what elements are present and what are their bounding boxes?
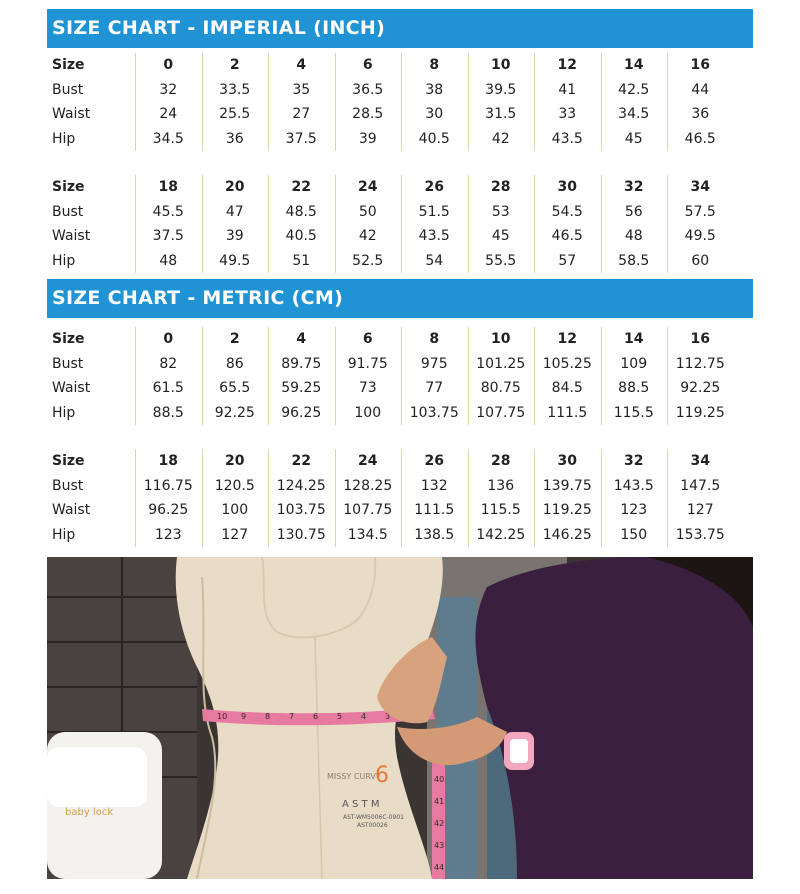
table-cell: 43.5 [418,228,450,244]
table-cell: 8 [429,57,440,73]
table-cell: 56 [624,203,643,220]
table-row [47,401,753,426]
table-cell: 54.5 [551,203,583,220]
tape-number-vertical: 44 [434,863,445,872]
table-cell: 88.5 [618,380,650,396]
table-cell: 42 [358,228,377,244]
table-cell: 20 [225,453,245,469]
table-cell: 24 [358,179,378,195]
table-cell: 103.75 [276,502,326,518]
table-cell: 32 [624,453,644,469]
table-cell: 43.5 [551,130,583,147]
table-cell: 96.25 [281,404,322,421]
table-cell: 36 [691,106,710,122]
table-cell: 119.25 [675,404,725,421]
table-cell: 10 [491,331,511,347]
table-cell: 0 [163,57,174,73]
table-cell: 58.5 [618,252,650,269]
table-cell: 40.5 [418,130,450,147]
table-cell: 39 [225,228,244,244]
table-cell: 91.75 [347,355,388,372]
column-divider [534,175,535,273]
table-cell: 120.5 [214,477,255,494]
table-cell: 2 [229,57,240,73]
tape-number: 9 [241,712,247,721]
machine-brand: baby lock [65,807,114,818]
table-cell: 65.5 [219,380,251,396]
column-divider [401,175,402,273]
row-label: Bust [52,81,84,98]
table-cell: 88.5 [152,404,184,421]
table-row [47,498,753,523]
column-divider [534,449,535,547]
row-label: Waist [52,228,91,244]
table-cell: 4 [296,57,307,73]
table-cell: 92.25 [214,404,255,421]
table-row [47,249,753,274]
form-brand: A S T M [342,799,380,810]
table-cell: 49.5 [219,252,251,269]
row-label: Hip [52,404,76,421]
table-cell: 18 [158,453,178,469]
column-divider [468,175,469,273]
column-divider [202,327,203,425]
table-row [47,200,753,225]
table-cell: 73 [358,380,377,396]
table-cell: 36 [225,130,244,147]
table-cell: 16 [690,331,710,347]
table-cell: 77 [425,380,444,396]
column-divider [667,175,668,273]
column-divider [135,175,136,273]
table-cell: 41 [558,81,577,98]
tape-number-vertical: 42 [434,819,445,828]
imperial-banner [47,9,753,48]
table-cell: 47 [225,203,244,220]
table-cell: 127 [686,502,714,518]
form-size: 6 [375,763,389,788]
table-cell: 36.5 [352,81,384,98]
table-cell: 80.75 [480,380,521,396]
table-cell: 84.5 [551,380,583,396]
table-cell: 134.5 [347,526,388,543]
table-cell: 115.5 [480,502,521,518]
column-divider [135,449,136,547]
table-cell: 30 [557,179,577,195]
table-cell: 975 [420,355,448,372]
column-divider [401,53,402,151]
table-cell: 45 [491,228,510,244]
column-divider [202,53,203,151]
table-cell: 143.5 [613,477,654,494]
column-divider [135,327,136,425]
table-cell: 123 [154,526,182,543]
table-cell: 42 [491,130,510,147]
table-cell: 40.5 [285,228,317,244]
table-row [47,474,753,499]
table-cell: 55.5 [485,252,517,269]
table-cell: 105.25 [542,355,592,372]
row-label: Size [52,331,85,347]
row-label: Waist [52,106,91,122]
imperial-title: SIZE CHART - IMPERIAL (INCH) [52,17,386,39]
tape-number-vertical: 41 [434,797,445,806]
table-cell: 59.25 [281,380,322,396]
column-divider [667,449,668,547]
table-cell: 153.75 [675,526,725,543]
table-cell: 61.5 [152,380,184,396]
table-cell: 60 [691,252,710,269]
column-divider [135,53,136,151]
column-divider [601,449,602,547]
table-cell: 34.5 [152,130,184,147]
table-cell: 37.5 [152,228,184,244]
table-cell: 12 [557,57,577,73]
table-cell: 14 [624,57,644,73]
table-cell: 45.5 [152,203,184,220]
table-row [47,53,753,78]
table-cell: 48 [624,228,643,244]
row-label: Bust [52,203,84,220]
tape-number: 7 [289,712,295,721]
table-cell: 16 [690,57,710,73]
tape-number: 6 [313,712,319,721]
table-cell: 12 [557,331,577,347]
table-cell: 8 [429,331,440,347]
column-divider [401,327,402,425]
table-cell: 116.75 [143,477,193,494]
row-label: Hip [52,252,76,269]
table-cell: 25.5 [219,106,251,122]
tape-number: 10 [217,712,228,721]
tape-number: 5 [337,712,343,721]
table-cell: 54 [425,252,444,269]
table-cell: 136 [487,477,515,494]
metric-banner [47,279,753,318]
table-cell: 24 [358,453,378,469]
table-cell: 28.5 [352,106,384,122]
column-divider [468,327,469,425]
table-cell: 115.5 [613,404,654,421]
table-cell: 86 [225,355,244,372]
table-cell: 101.25 [476,355,526,372]
table-cell: 103.75 [409,404,459,421]
table-cell: 33.5 [219,81,251,98]
table-cell: 48 [159,252,178,269]
column-divider [335,175,336,273]
table-cell: 49.5 [684,228,716,244]
table-cell: 82 [159,355,178,372]
table-cell: 38 [425,81,444,98]
table-cell: 31.5 [485,106,517,122]
metric-title: SIZE CHART - METRIC (CM) [52,287,344,309]
table-row [47,327,753,352]
table-cell: 92.25 [680,380,721,396]
table-cell: 96.25 [148,502,189,518]
table-cell: 150 [620,526,648,543]
tape-number: 8 [265,712,271,721]
table-cell: 111.5 [414,502,455,518]
table-cell: 57 [558,252,577,269]
table-cell: 34 [690,179,710,195]
table-cell: 111.5 [547,404,588,421]
table-cell: 139.75 [542,477,592,494]
table-cell: 119.25 [542,502,592,518]
table-cell: 34 [690,453,710,469]
column-divider [534,53,535,151]
table-cell: 6 [362,331,373,347]
table-cell: 100 [221,502,249,518]
table-cell: 112.75 [675,355,725,372]
column-divider [202,175,203,273]
table-row [47,523,753,548]
table-cell: 53 [491,203,510,220]
row-label: Hip [52,526,76,543]
table-cell: 127 [221,526,249,543]
table-cell: 27 [292,106,311,122]
form-label: MISSY CURVY [327,772,381,781]
table-row [47,127,753,152]
table-cell: 50 [358,203,377,220]
table-cell: 107.75 [476,404,526,421]
column-divider [667,53,668,151]
table-cell: 2 [229,331,240,347]
table-cell: 24 [159,106,178,122]
table-cell: 100 [354,404,382,421]
table-cell: 30 [425,106,444,122]
column-divider [534,327,535,425]
table-cell: 46.5 [684,130,716,147]
metric-table-1 [47,327,753,425]
table-cell: 132 [420,477,448,494]
table-cell: 32 [159,81,178,98]
column-divider [601,175,602,273]
table-cell: 22 [291,453,311,469]
table-cell: 22 [291,179,311,195]
table-row [47,78,753,103]
table-cell: 138.5 [414,526,455,543]
table-cell: 33 [558,106,577,122]
tape-number: 3 [385,712,391,721]
table-row [47,175,753,200]
table-cell: 109 [620,355,648,372]
table-cell: 51.5 [418,203,450,220]
column-divider [268,449,269,547]
imperial-table-2 [47,175,753,273]
column-divider [401,449,402,547]
table-cell: 26 [424,453,444,469]
table-cell: 10 [491,57,511,73]
column-divider [335,449,336,547]
row-label: Size [52,179,85,195]
table-cell: 30 [557,453,577,469]
table-cell: 107.75 [343,502,393,518]
column-divider [601,53,602,151]
column-divider [601,327,602,425]
table-cell: 57.5 [684,203,716,220]
table-cell: 146.25 [542,526,592,543]
column-divider [268,327,269,425]
column-divider [335,53,336,151]
table-cell: 26 [424,179,444,195]
column-divider [468,449,469,547]
row-label: Size [52,57,85,73]
column-divider [202,449,203,547]
row-label: Bust [52,477,84,494]
table-cell: 0 [163,331,174,347]
column-divider [468,53,469,151]
imperial-table-1 [47,53,753,151]
table-cell: 39.5 [485,81,517,98]
table-cell: 28 [491,453,511,469]
table-cell: 128.25 [343,477,393,494]
table-cell: 51 [292,252,311,269]
tape-number-vertical: 40 [434,775,445,784]
table-cell: 6 [362,57,373,73]
row-label: Hip [52,130,76,147]
table-cell: 130.75 [276,526,326,543]
table-cell: 32 [624,179,644,195]
table-row [47,352,753,377]
column-divider [667,327,668,425]
table-cell: 52.5 [352,252,384,269]
person-sleeve [475,557,753,879]
table-cell: 124.25 [276,477,326,494]
table-cell: 18 [158,179,178,195]
row-label: Bust [52,355,84,372]
column-divider [268,175,269,273]
metric-table-2 [47,449,753,547]
table-cell: 39 [358,130,377,147]
table-cell: 147.5 [680,477,721,494]
row-label: Waist [52,380,91,396]
table-cell: 142.25 [476,526,526,543]
table-cell: 4 [296,331,307,347]
table-cell: 42.5 [618,81,650,98]
form-code-2: AST00026 [357,822,388,829]
table-cell: 46.5 [551,228,583,244]
table-cell: 20 [225,179,245,195]
row-label: Size [52,453,85,469]
table-cell: 35 [292,81,311,98]
table-row [47,224,753,249]
table-cell: 44 [691,81,710,98]
table-row [47,102,753,127]
dress-form-photo [47,557,753,879]
form-code-1: AST-WM5006C-0901 [343,814,404,821]
table-cell: 28 [491,179,511,195]
column-divider [335,327,336,425]
table-cell: 48.5 [285,203,317,220]
table-cell: 34.5 [618,106,650,122]
column-divider [268,53,269,151]
table-cell: 14 [624,331,644,347]
row-label: Waist [52,502,91,518]
table-row [47,449,753,474]
table-row [47,376,753,401]
table-cell: 123 [620,502,648,518]
tape-number-vertical: 43 [434,841,445,850]
table-cell: 89.75 [281,355,322,372]
table-cell: 45 [624,130,643,147]
table-cell: 37.5 [285,130,317,147]
tape-number: 4 [361,712,367,721]
